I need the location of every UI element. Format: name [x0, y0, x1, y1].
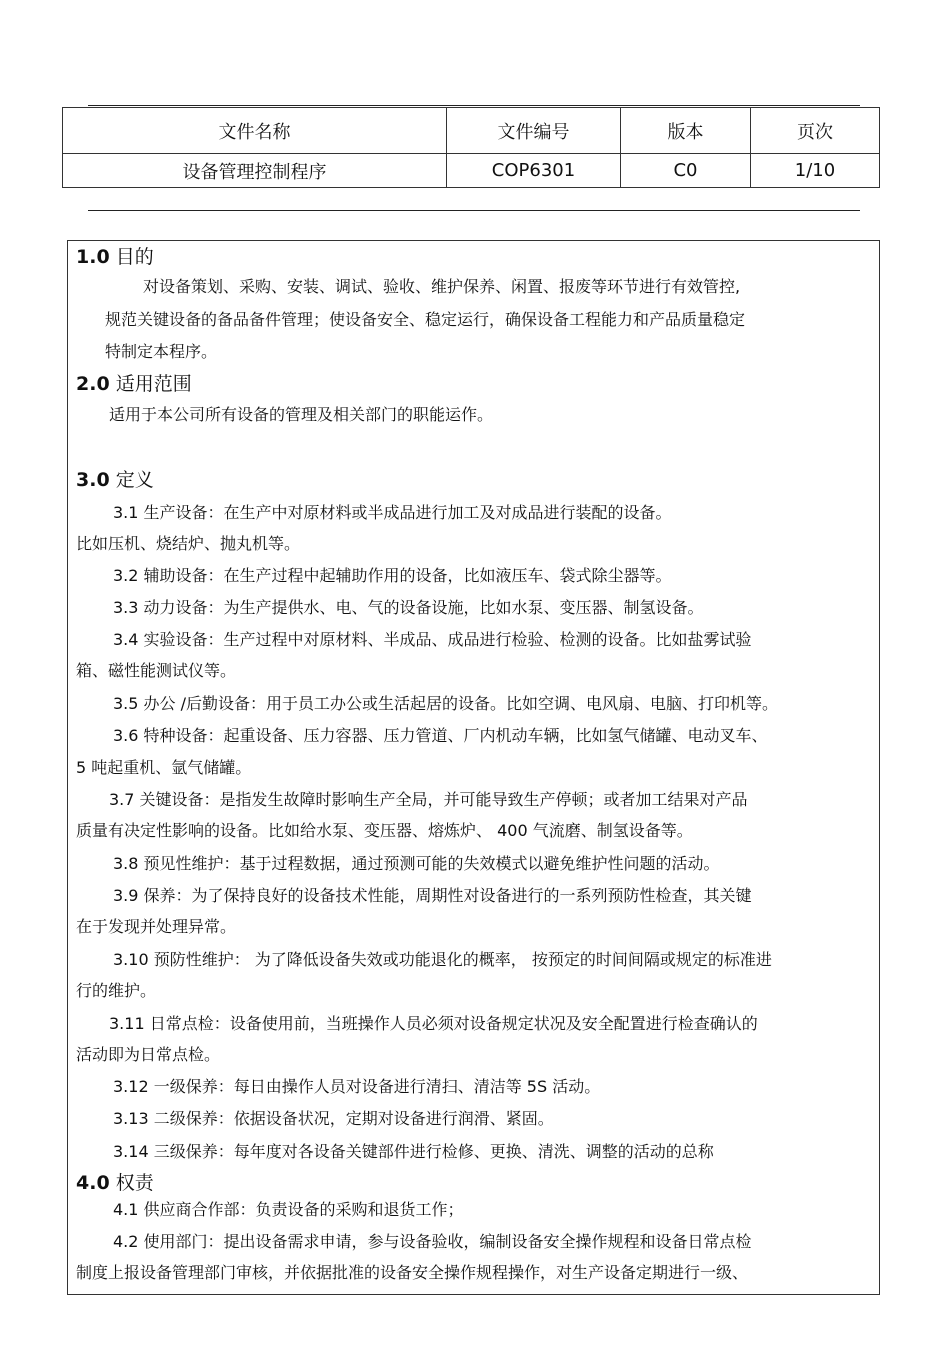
- version-value: C0: [621, 154, 751, 188]
- file-number-label: 文件编号: [447, 108, 621, 154]
- scope-line-1: 适用于本公司所有设备的管理及相关部门的职能运作。: [109, 405, 494, 424]
- top-rule: [88, 105, 860, 106]
- header-value-row: [63, 154, 880, 188]
- definition-3-9-line-2: 在于发现并处理异常。: [76, 917, 237, 936]
- section-number: 2.0: [76, 373, 110, 395]
- section-title: 目的: [115, 246, 154, 268]
- purpose-line-3: 特制定本程序。: [105, 342, 218, 361]
- section-title: 定义: [115, 469, 154, 491]
- definition-3-7-line-1: 3.7 关键设备：是指发生故障时影响生产全局，并可能导致生产停顿；或者加工结果对产品: [109, 790, 748, 809]
- definition-3-13: 3.13 二级保养：依据设备状况，定期对设备进行润滑、紧固。: [113, 1109, 554, 1128]
- definition-3-5: 3.5 办公 /后勤设备：用于员工办公或生活起居的设备。比如空调、电风扇、电脑、打印机等。: [113, 694, 779, 713]
- version-label: 版本: [621, 108, 751, 154]
- purpose-line-2: 规范关键设备的备品备件管理；使设备安全、稳定运行，确保设备工程能力和产品质量稳定: [105, 310, 746, 329]
- file-number-value: COP6301: [447, 154, 621, 188]
- definition-3-11-line-2: 活动即为日常点检。: [76, 1045, 221, 1064]
- section-title: 权责: [115, 1172, 154, 1194]
- section-number: 3.0: [76, 469, 110, 491]
- definition-3-11-line-1: 3.11 日常点检：设备使用前，当班操作人员必须对设备规定状况及安全配置进行检查确认的: [109, 1014, 758, 1033]
- definition-3-6-line-2: 5 吨起重机、氩气储罐。: [76, 758, 252, 777]
- header-bottom-rule: [88, 210, 860, 211]
- section-definitions-heading: [76, 468, 154, 492]
- definition-3-1-line-1: 3.1 生产设备：在生产中对原材料或半成品进行加工及对成品进行装配的设备。: [113, 503, 672, 522]
- file-name-value: 设备管理控制程序: [63, 154, 447, 188]
- header-label-row: [63, 108, 880, 154]
- definition-3-10-line-1: 3.10 预防性维护： 为了降低设备失效或功能退化的概率， 按预定的时间间隔或规定的标准进: [113, 950, 772, 969]
- definition-3-12: 3.12 一级保养：每日由操作人员对设备进行清扫、清洁等 5S 活动。: [113, 1077, 601, 1096]
- responsibility-4-1: 4.1 供应商合作部：负责设备的采购和退货工作；: [113, 1200, 464, 1219]
- definition-3-3: 3.3 动力设备：为生产提供水、电、气的设备设施，比如水泵、变压器、制氢设备。: [113, 598, 704, 617]
- section-scope-heading: [76, 372, 192, 396]
- section-responsibilities-heading: [76, 1171, 154, 1195]
- definition-3-4-line-1: 3.4 实验设备：生产过程中对原材料、半成品、成品进行检验、检测的设备。比如盐雾试验: [113, 630, 752, 649]
- purpose-line-1: 对设备策划、采购、安装、调试、验收、维护保养、闲置、报废等环节进行有效管控,: [143, 277, 741, 296]
- responsibility-4-2-line-1: 4.2 使用部门：提出设备需求申请，参与设备验收，编制设备安全操作规程和设备日常点检: [113, 1232, 752, 1251]
- page-value: 1/10: [751, 154, 880, 188]
- definition-3-10-line-2: 行的维护。: [76, 981, 157, 1000]
- document-header-table: [62, 107, 880, 188]
- definition-3-8: 3.8 预见性维护：基于过程数据，通过预测可能的失效模式以避免维护性问题的活动。: [113, 854, 720, 873]
- definition-3-4-line-2: 箱、磁性能测试仪等。: [76, 661, 237, 680]
- responsibility-4-2-line-2: 制度上报设备管理部门审核，并依据批准的设备安全操作规程操作，对生产设备定期进行一级、: [76, 1263, 749, 1282]
- definition-3-1-line-2: 比如压机、烧结炉、抛丸机等。: [76, 534, 301, 553]
- section-number: 1.0: [76, 246, 110, 268]
- section-purpose-heading: [76, 245, 154, 269]
- section-number: 4.0: [76, 1172, 110, 1194]
- definition-3-6-line-1: 3.6 特种设备：起重设备、压力容器、压力管道、厂内机动车辆，比如氢气储罐、电动叉车、: [113, 726, 768, 745]
- definition-3-14: 3.14 三级保养：每年度对各设备关键部件进行检修、更换、清洗、调整的活动的总称: [113, 1142, 714, 1161]
- definition-3-2: 3.2 辅助设备：在生产过程中起辅助作用的设备，比如液压车、袋式除尘器等。: [113, 566, 672, 585]
- page-label: 页次: [751, 108, 880, 154]
- definition-3-9-line-1: 3.9 保养：为了保持良好的设备技术性能，周期性对设备进行的一系列预防性检查，其关键: [113, 886, 752, 905]
- file-name-label: 文件名称: [63, 108, 447, 154]
- document-body: [67, 240, 880, 1295]
- section-title: 适用范围: [115, 373, 192, 395]
- definition-3-7-line-2: 质量有决定性影响的设备。比如给水泵、变压器、熔炼炉、 400 气流磨、制氢设备等。: [76, 821, 693, 840]
